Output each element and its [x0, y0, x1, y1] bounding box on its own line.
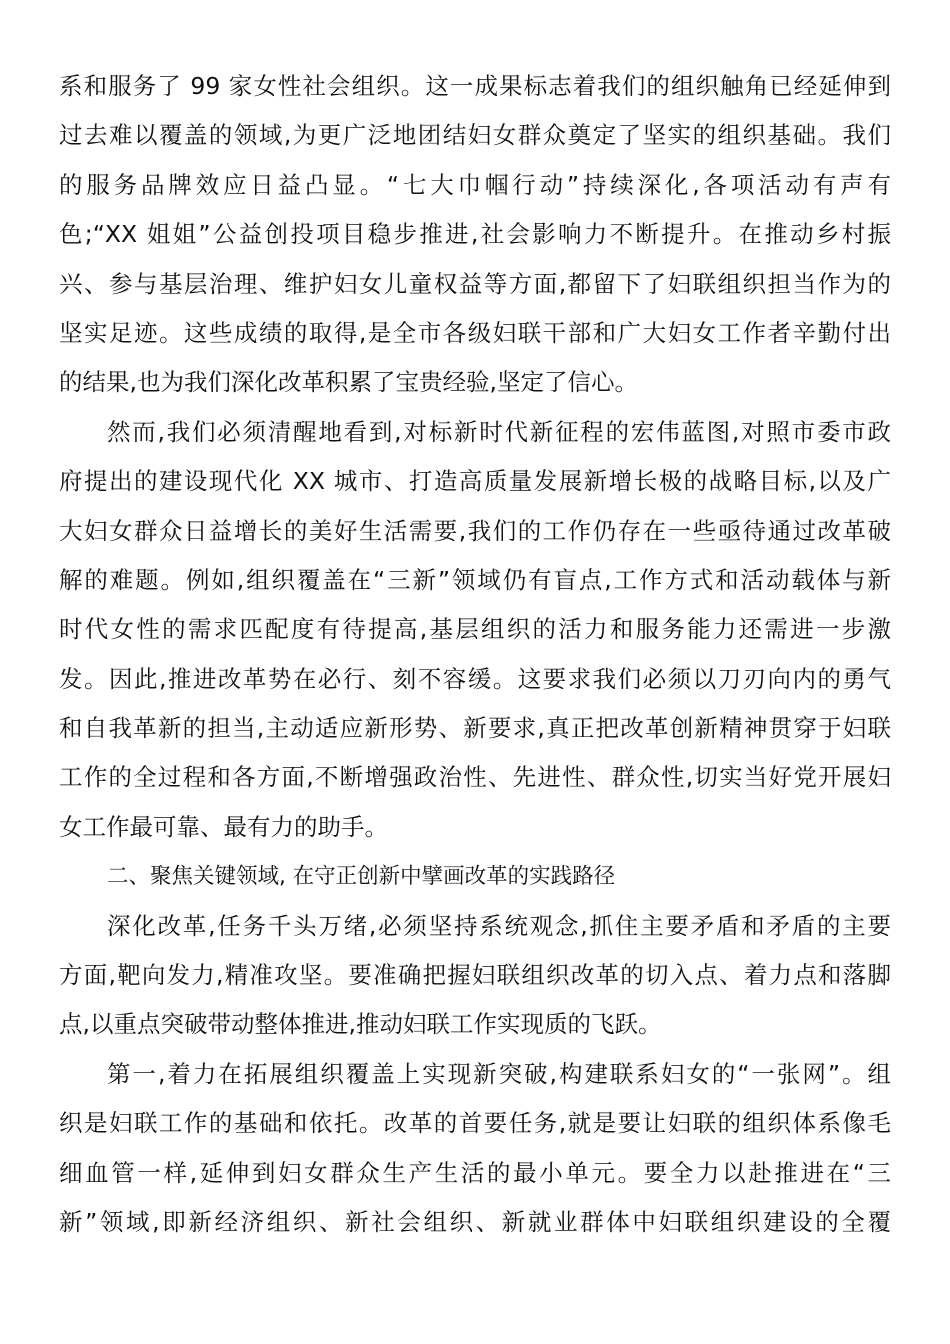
text-line: 第一,着力在拓展组织覆盖上实现新突破,构建联系妇女的“一张网”。组: [107, 1059, 891, 1088]
text-line: 和自我革新的担当,主动适应新形势、新要求,真正把改革创新精神贯穿于妇联: [59, 714, 891, 743]
paragraph-challenges: [59, 408, 891, 853]
text-line: 坚实足迹。这些成绩的取得,是全市各级妇联干部和广大妇女工作者辛勤付出: [59, 318, 891, 347]
section-heading: [59, 852, 891, 901]
text-line: 发。因此,推进改革势在必行、刻不容缓。这要求我们必须以刀刃向内的勇气: [59, 664, 891, 693]
text-line: 时代女性的需求匹配度有待提高,基层组织的活力和服务能力还需进一步激: [59, 615, 891, 644]
text-line: 系和服务了 99 家女性社会组织。这一成果标志着我们的组织触角已经延伸到: [59, 72, 891, 100]
text-line: 细血管一样,延伸到妇女群众生产生活的最小单元。要全力以赴推进在“三: [59, 1158, 891, 1187]
text-line: 大妇女群众日益增长的美好生活需要,我们的工作仍存在一些亟待通过改革破: [59, 516, 891, 545]
text-line: 织是妇联工作的基础和依托。改革的首要任务,就是要让妇联的组织体系像毛: [59, 1109, 891, 1138]
text-line: 解的难题。例如,组织覆盖在“三新”领域仍有盲点,工作方式和活动载体与新: [59, 565, 891, 594]
text-line: 然而,我们必须清醒地看到,对标新时代新征程的宏伟蓝图,对照市委市政: [107, 417, 891, 446]
text-line: 工作的全过程和各方面,不断增强政治性、先进性、群众性,切实当好党开展妇: [59, 763, 891, 792]
text-line: 方面,靶向发力,精准攻坚。要准确把握妇联组织改革的切入点、着力点和落脚: [59, 961, 891, 990]
text-line: 色;“XX 姐姐”公益创投项目稳步推进,社会影响力不断提升。在推动乡村振: [59, 220, 891, 249]
text-line: 兴、参与基层治理、维护妇女儿童权益等方面,都留下了妇联组织担当作为的: [59, 269, 891, 298]
text-line: 女工作最可靠、最有力的助手。: [59, 812, 388, 841]
text-line: 府提出的建设现代化 XX 城市、打造高质量发展新增长极的战略目标,以及广: [59, 467, 891, 496]
text-line: 过去难以覆盖的领域,为更广泛地团结妇女群众奠定了坚实的组织基础。我们: [59, 121, 891, 150]
text-line: 点,以重点突破带动整体推进,推动妇联工作实现质的飞跃。: [59, 1010, 662, 1039]
text-line: 深化改革,任务千头万绪,必须坚持系统观念,抓住主要矛盾和矛盾的主要: [107, 911, 891, 940]
paragraph-organization-coverage: [59, 1050, 891, 1248]
paragraph-reform-approach: [59, 902, 891, 1050]
document-page: [59, 62, 891, 1247]
section-heading-text: 二、聚焦关键领域, 在守正创新中擘画改革的实践路径: [107, 864, 616, 890]
text-line: 新”领域,即新经济组织、新社会组织、新就业群体中妇联组织建设的全覆: [59, 1207, 891, 1236]
text-line: 的结果,也为我们深化改革积累了宝贵经验,坚定了信心。: [59, 368, 638, 397]
text-line: 的服务品牌效应日益凸显。“七大巾帼行动”持续深化,各项活动有声有: [59, 170, 891, 199]
paragraph-achievements: [59, 62, 891, 408]
